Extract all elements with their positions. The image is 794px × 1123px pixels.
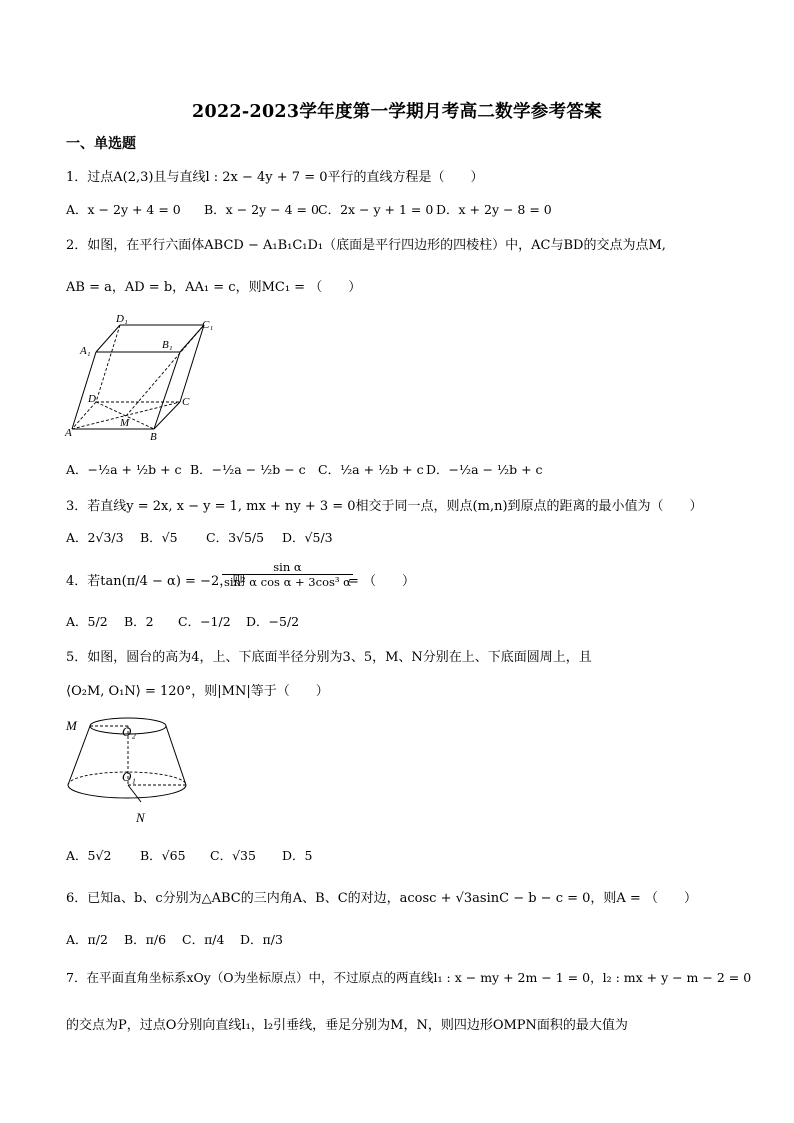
parallelepiped-figure — [62, 312, 222, 442]
q2-option-a: A．−½a + ½b + c — [66, 462, 182, 477]
question-3-stem: 3．若直线y = 2x, x − y = 1, mx + ny + 3 = 0相交于同一点，则点(m,n)到原点的距离的最小值为（ ） — [66, 499, 703, 514]
question-5-condition: ⟨O₂M, O₁N⟩ = 120°，则|MN|等于（ ） — [66, 684, 329, 699]
q3-option-a: A．2√3/3 — [66, 530, 124, 545]
label-o1: O₁ — [122, 769, 136, 784]
q3-option-c: C．3√5/5 — [206, 530, 265, 545]
q1-option-a: A．x − 2y + 4 = 0 — [66, 202, 181, 217]
label-a: A — [65, 427, 72, 439]
q6-option-d: D．π/3 — [240, 932, 283, 947]
q5-option-d: D．5 — [282, 848, 313, 863]
q3-option-b: B．√5 — [140, 530, 178, 545]
label-n: N — [136, 810, 145, 825]
q4-option-b: B．2 — [124, 614, 154, 629]
question-4-stem-b: = （ ） — [348, 574, 416, 589]
q2-option-c: C．½a + ½b + c — [318, 462, 424, 477]
q6-option-c: C．π/4 — [182, 932, 225, 947]
question-2-vectors: AB = a，AD = b，AA₁ = c，则MC₁ = （ ） — [66, 280, 362, 295]
question-4-stem-a: 4．若tan(π/4 − α) = −2，则 — [66, 574, 246, 589]
label-o2: O₂ — [122, 724, 136, 739]
question-7-stem: 7．在平面直角坐标系xOy（O为坐标原点）中，不过原点的两直线l₁ : x − my + 2m − 1 = 0，l₂ : mx + y − m − 2 = 0 — [66, 970, 752, 985]
section-heading: 一、单选题 — [66, 136, 136, 152]
label-b1: B₁ — [162, 339, 173, 351]
label-d: D — [88, 393, 96, 405]
q2-option-d: D．−½a − ½b + c — [426, 462, 543, 477]
q4-option-c: C．−1/2 — [178, 614, 231, 629]
q4-option-d: D．−5/2 — [246, 614, 300, 629]
frustum-figure — [62, 710, 192, 828]
q4-fraction — [222, 560, 353, 589]
q5-option-c: C．√35 — [210, 848, 256, 863]
question-2-stem: 2．如图，在平行六面体ABCD − A₁B₁C₁D₁（底面是平行四边形的四棱柱）中，AC与BD的交点为点M, — [66, 238, 666, 253]
label-a1: A₁ — [80, 345, 91, 357]
label-m: M — [120, 417, 130, 429]
label-c: C — [182, 396, 190, 408]
label-m: M — [66, 718, 77, 733]
q5-option-b: B．√65 — [140, 848, 186, 863]
q6-option-a: A．π/2 — [66, 932, 108, 947]
q6-option-b: B．π/6 — [124, 932, 167, 947]
q4-fraction-numerator: sin α — [222, 560, 353, 575]
q4-option-a: A．5/2 — [66, 614, 108, 629]
question-6-stem: 6．已知a、b、c分别为△ABC的三内角A、B、C的对边，acosc + √3asinC − b − c = 0，则A = （ ） — [66, 891, 697, 906]
question-7-stem-continued: 的交点为P，过点O分别向直线l₁，l₂引垂线，垂足分别为M，N，则四边形OMPN面积的最大值为 — [66, 1018, 628, 1033]
label-d1: D₁ — [116, 313, 128, 325]
label-b: B — [150, 431, 157, 443]
label-c1: C₁ — [202, 319, 214, 331]
page-title: 2022-2023学年度第一学期月考高二数学参考答案 — [192, 102, 602, 122]
q1-option-d: D．x + 2y − 8 = 0 — [436, 202, 552, 217]
question-5-stem: 5．如图，圆台的高为4，上、下底面半径分别为3、5，M、N分别在上、下底面圆周上，且 — [66, 650, 592, 665]
q1-option-c: C．2x − y + 1 = 0 — [318, 202, 434, 217]
question-1-stem: 1．过点A(2,3)且与直线l : 2x − 4y + 7 = 0平行的直线方程是（ ） — [66, 170, 484, 185]
q4-fraction-denominator: sin² α cos α + 3cos³ α — [224, 575, 351, 589]
q5-option-a: A．5√2 — [66, 848, 112, 863]
q1-option-b: B．x − 2y − 4 = 0 — [204, 202, 319, 217]
q3-option-d: D．√5/3 — [282, 530, 333, 545]
q2-option-b: B．−½a − ½b − c — [190, 462, 306, 477]
